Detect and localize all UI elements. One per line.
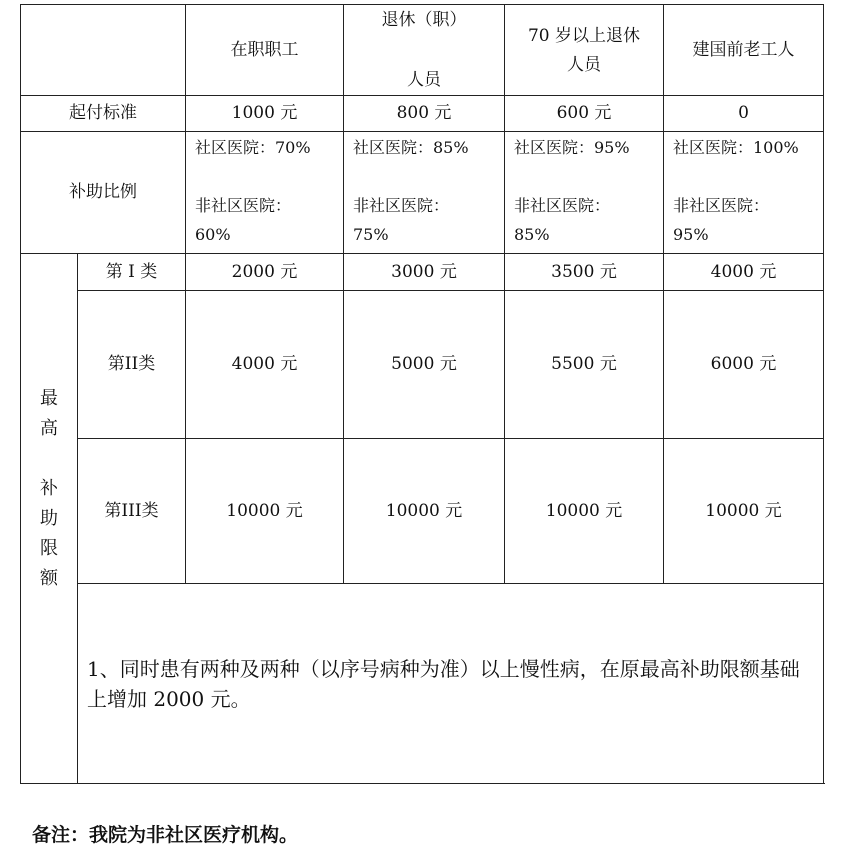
cell-value: 10000 元 [385,500,463,521]
non-community-rate: 75% [353,225,389,245]
category-label [78,439,185,583]
community-rate: 社区医院：95% [514,138,630,157]
cell-value: 10000 元 [545,500,623,521]
header-col-pre-1949-workers [664,5,823,95]
cell-value: 800 元 [396,103,452,124]
limit-value [186,254,343,290]
ratio-cell [195,138,311,245]
non-community-label: 非社区医院： [514,196,611,216]
subsidy-ratio-label [21,132,185,253]
category-label [78,254,185,290]
header-label-line2: 人员 [567,55,601,75]
row-label: 起付标准 [69,103,137,124]
remark-note: 备注：我院为非社区医疗机构。 [32,824,299,846]
start-standard-value [664,96,823,131]
ratio-cell [673,138,799,245]
start-standard-label [21,96,185,131]
non-community-label: 非社区医院： [673,196,770,216]
cell-value: 6000 元 [710,354,777,375]
max-limit-char: 高 [40,418,58,439]
cell-value: 1000 元 [231,103,298,124]
header-label-line2: 人员 [407,70,441,90]
max-limit-char: 限 [40,538,58,559]
non-community-rate: 95% [673,225,709,245]
community-rate: 社区医院：70% [195,138,311,157]
non-community-rate: 60% [195,225,231,245]
category-label-text: 第III类 [104,500,159,521]
header-label-line1: 退休（职） [381,10,467,30]
community-rate: 社区医院：85% [353,138,469,157]
max-limit-char: 额 [40,568,58,589]
cell-value: 10000 元 [705,500,782,521]
max-limit-char: 最 [40,388,58,409]
cell-value: 5500 元 [551,354,617,375]
header-col-working-staff [186,5,343,95]
cell-value: 2000 元 [231,261,298,282]
cell-value: 0 [738,103,749,124]
community-rate: 社区医院：100% [673,138,799,157]
limit-value [664,291,823,438]
limit-value [186,291,343,438]
max-limit-char: 助 [40,508,58,529]
category-label-text: 第 I 类 [105,261,158,282]
header-label: 建国前老工人 [692,39,795,60]
ratio-cell [353,138,469,245]
row-label: 补助比例 [69,182,137,203]
non-community-rate: 85% [514,225,550,245]
start-standard-value [505,96,663,131]
limit-value [344,439,504,583]
start-standard-value [186,96,343,131]
limit-value [186,439,343,583]
cell-value: 4000 元 [710,261,777,282]
cell-value: 600 元 [556,103,612,124]
start-standard-value [344,96,504,131]
cell-value: 10000 元 [226,500,303,521]
header-col-retired [344,5,504,95]
max-limit-char: 补 [40,478,58,499]
limit-value [505,439,663,583]
non-community-label: 非社区医院： [195,196,292,216]
header-label: 在职职工 [230,39,299,60]
ratio-cell [514,138,630,245]
header-label-line1: 70 岁以上退休 [527,26,641,46]
category-label-text: 第II类 [107,354,156,375]
cell-value: 3000 元 [391,261,457,282]
cell-value: 4000 元 [231,354,298,375]
limit-value [664,439,823,583]
header-col-retired-over-70 [505,5,663,95]
limit-value [344,291,504,438]
limit-value [664,254,823,290]
limit-value [505,254,663,290]
chronic-disease-note: 1、同时患有两种及两种（以序号病种为准）以上慢性病，在原最高补助限额基础上增加 2000 元。 [87,657,800,711]
category-label [78,291,185,438]
limit-value [344,254,504,290]
cell-value: 3500 元 [551,261,617,282]
non-community-label: 非社区医院： [353,196,450,216]
limit-value [505,291,663,438]
cell-value: 5000 元 [391,354,457,375]
